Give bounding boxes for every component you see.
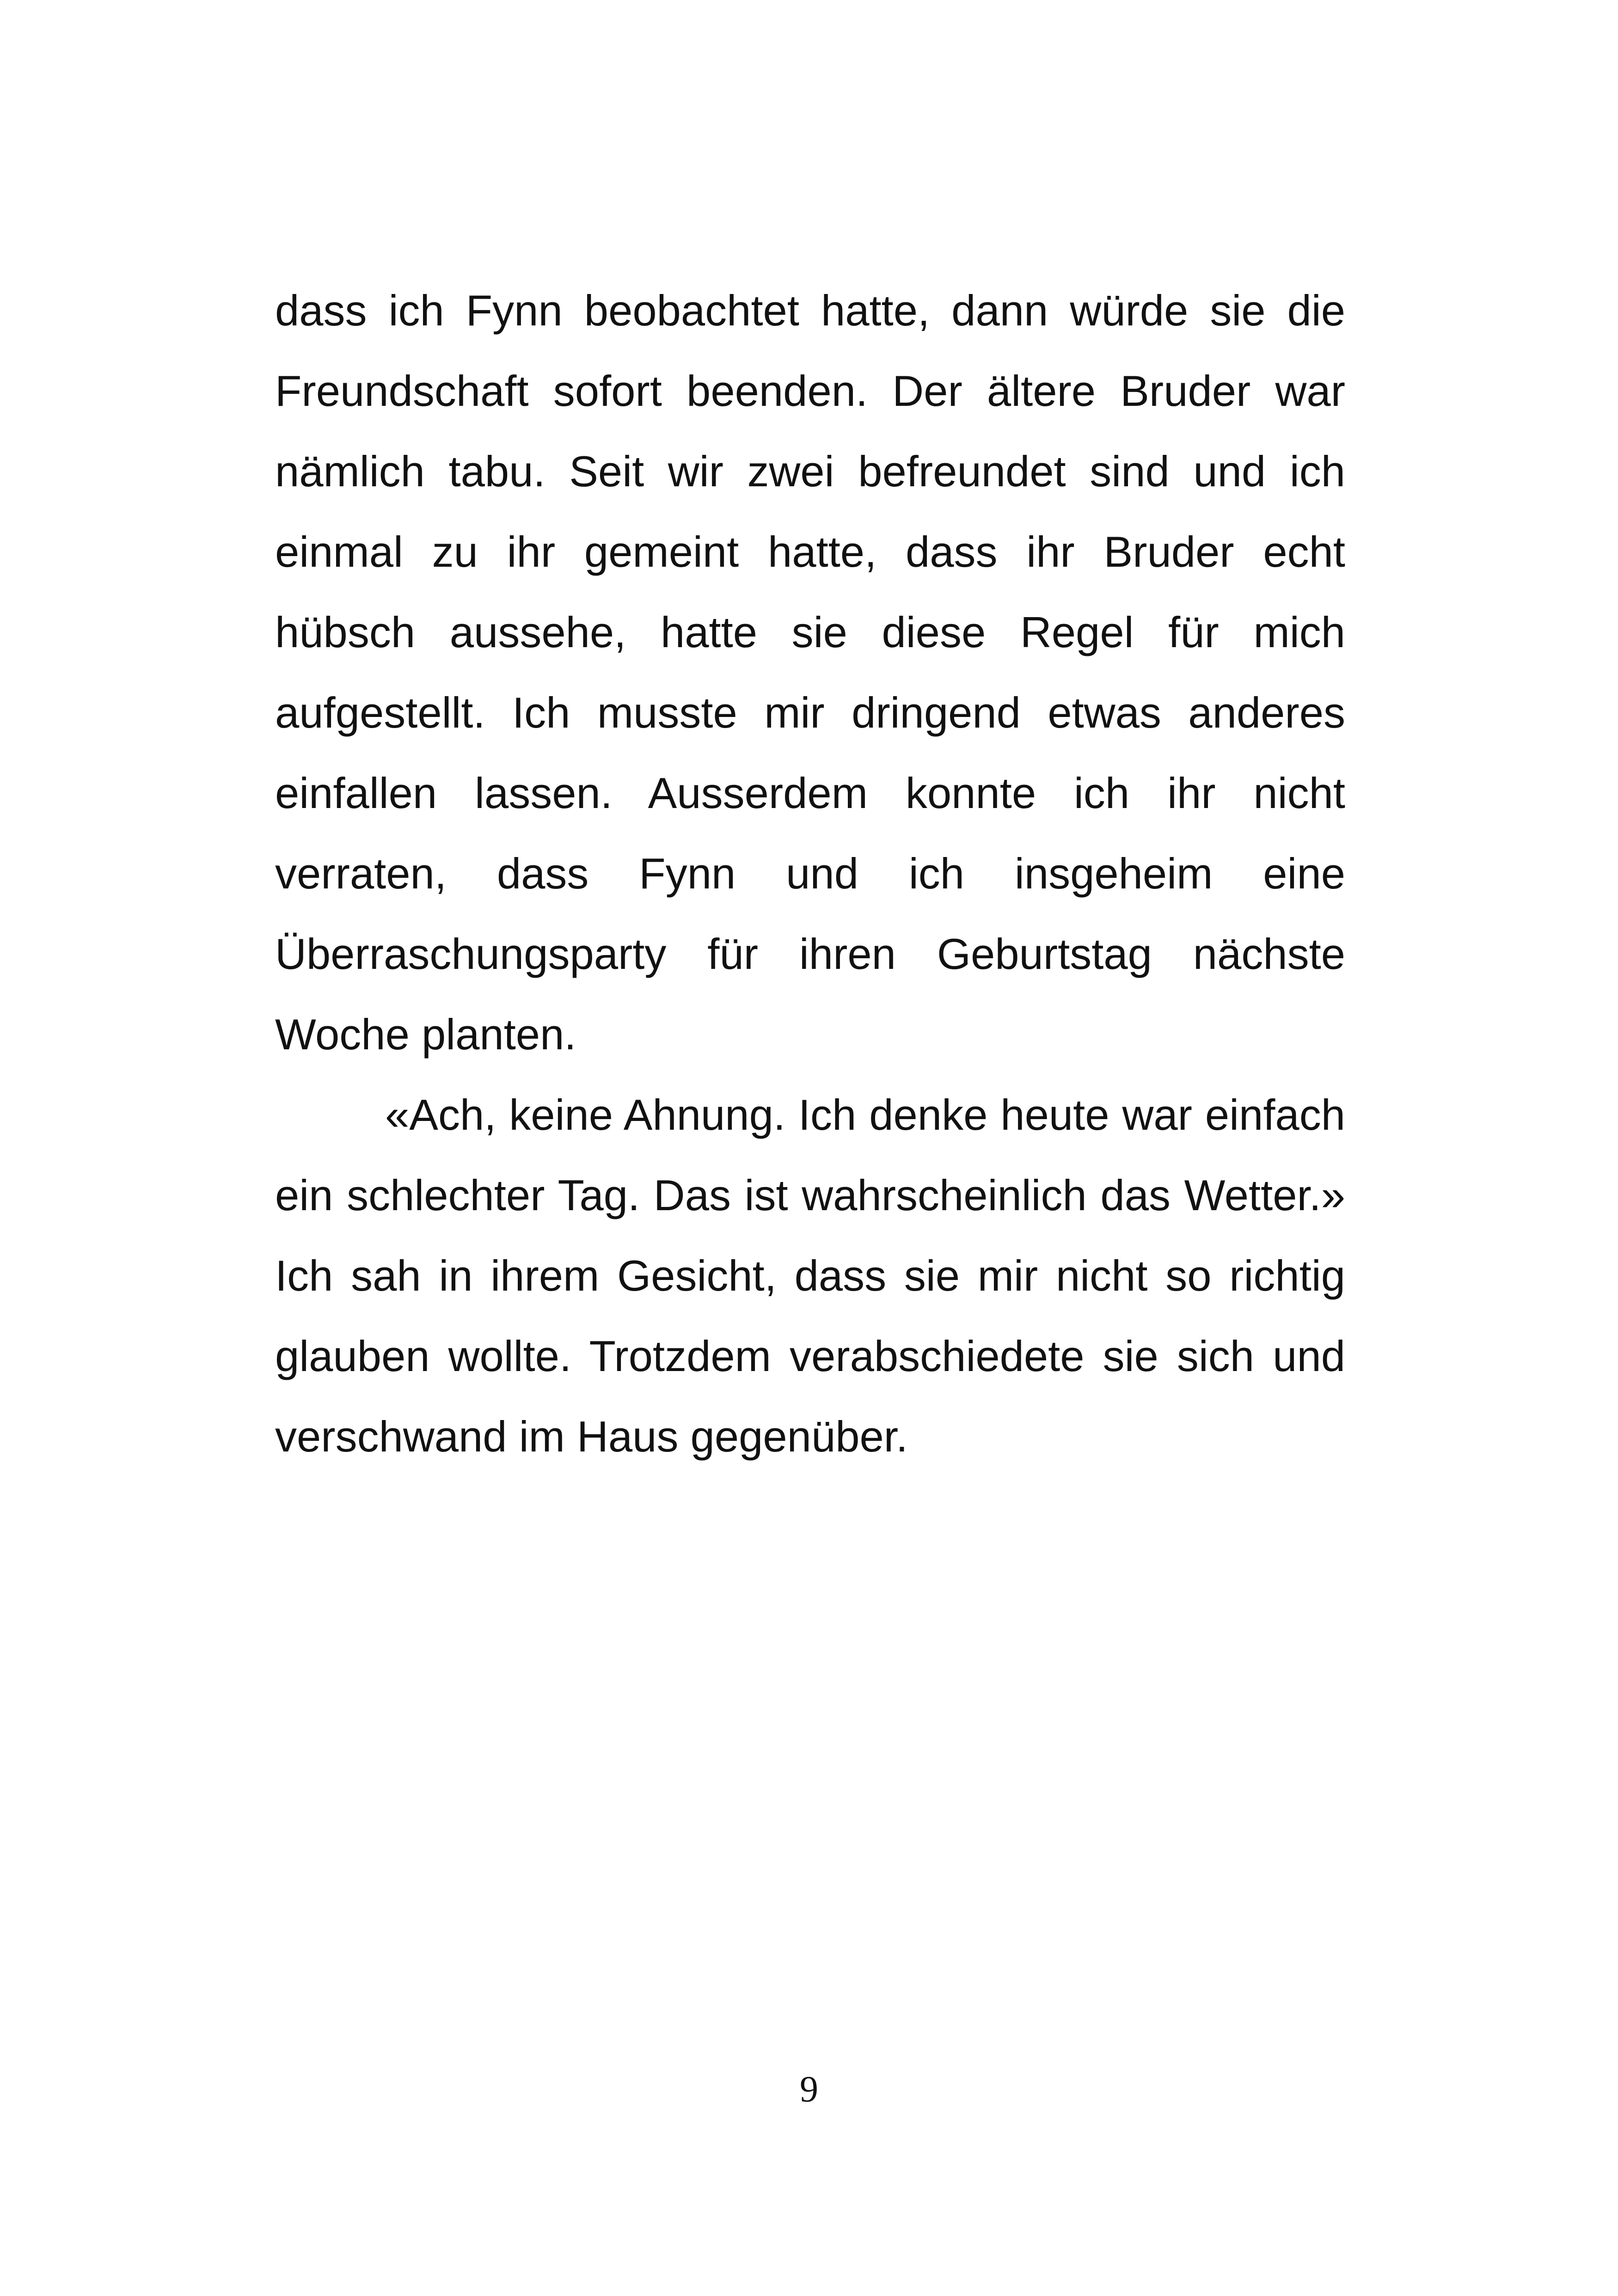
- body-text: [275, 270, 1345, 1477]
- paragraph-2: «Ach, keine Ahnung. Ich denke heute war einfach ein schlechter Tag. Das ist wahrscheinlich das Wetter.» Ich sah in ihrem Gesicht, dass sie mir nicht so richtig glauben wollte. Trotzdem verabschiedete sie sich und verschwand im Haus gegenüber.: [275, 1090, 1345, 1461]
- page-number: 9: [800, 2069, 818, 2110]
- paragraph-1: dass ich Fynn beobachtet hatte, dann würde sie die Freundschaft sofort beenden. Der ältere Bruder war nämlich tabu. Seit wir zwei befreundet sind und ich einmal zu ihr gemeint hatte, dass ihr Bruder echt hübsch aussehe, hatte sie diese Regel für mich aufgestellt. Ich musste mir dringend etwas anderes einfallen lassen. Ausserdem konnte ich ihr nicht verraten, dass Fynn und ich insgeheim eine Überraschungsparty für ihren Geburtstag nächste Woche planten.: [275, 286, 1345, 1059]
